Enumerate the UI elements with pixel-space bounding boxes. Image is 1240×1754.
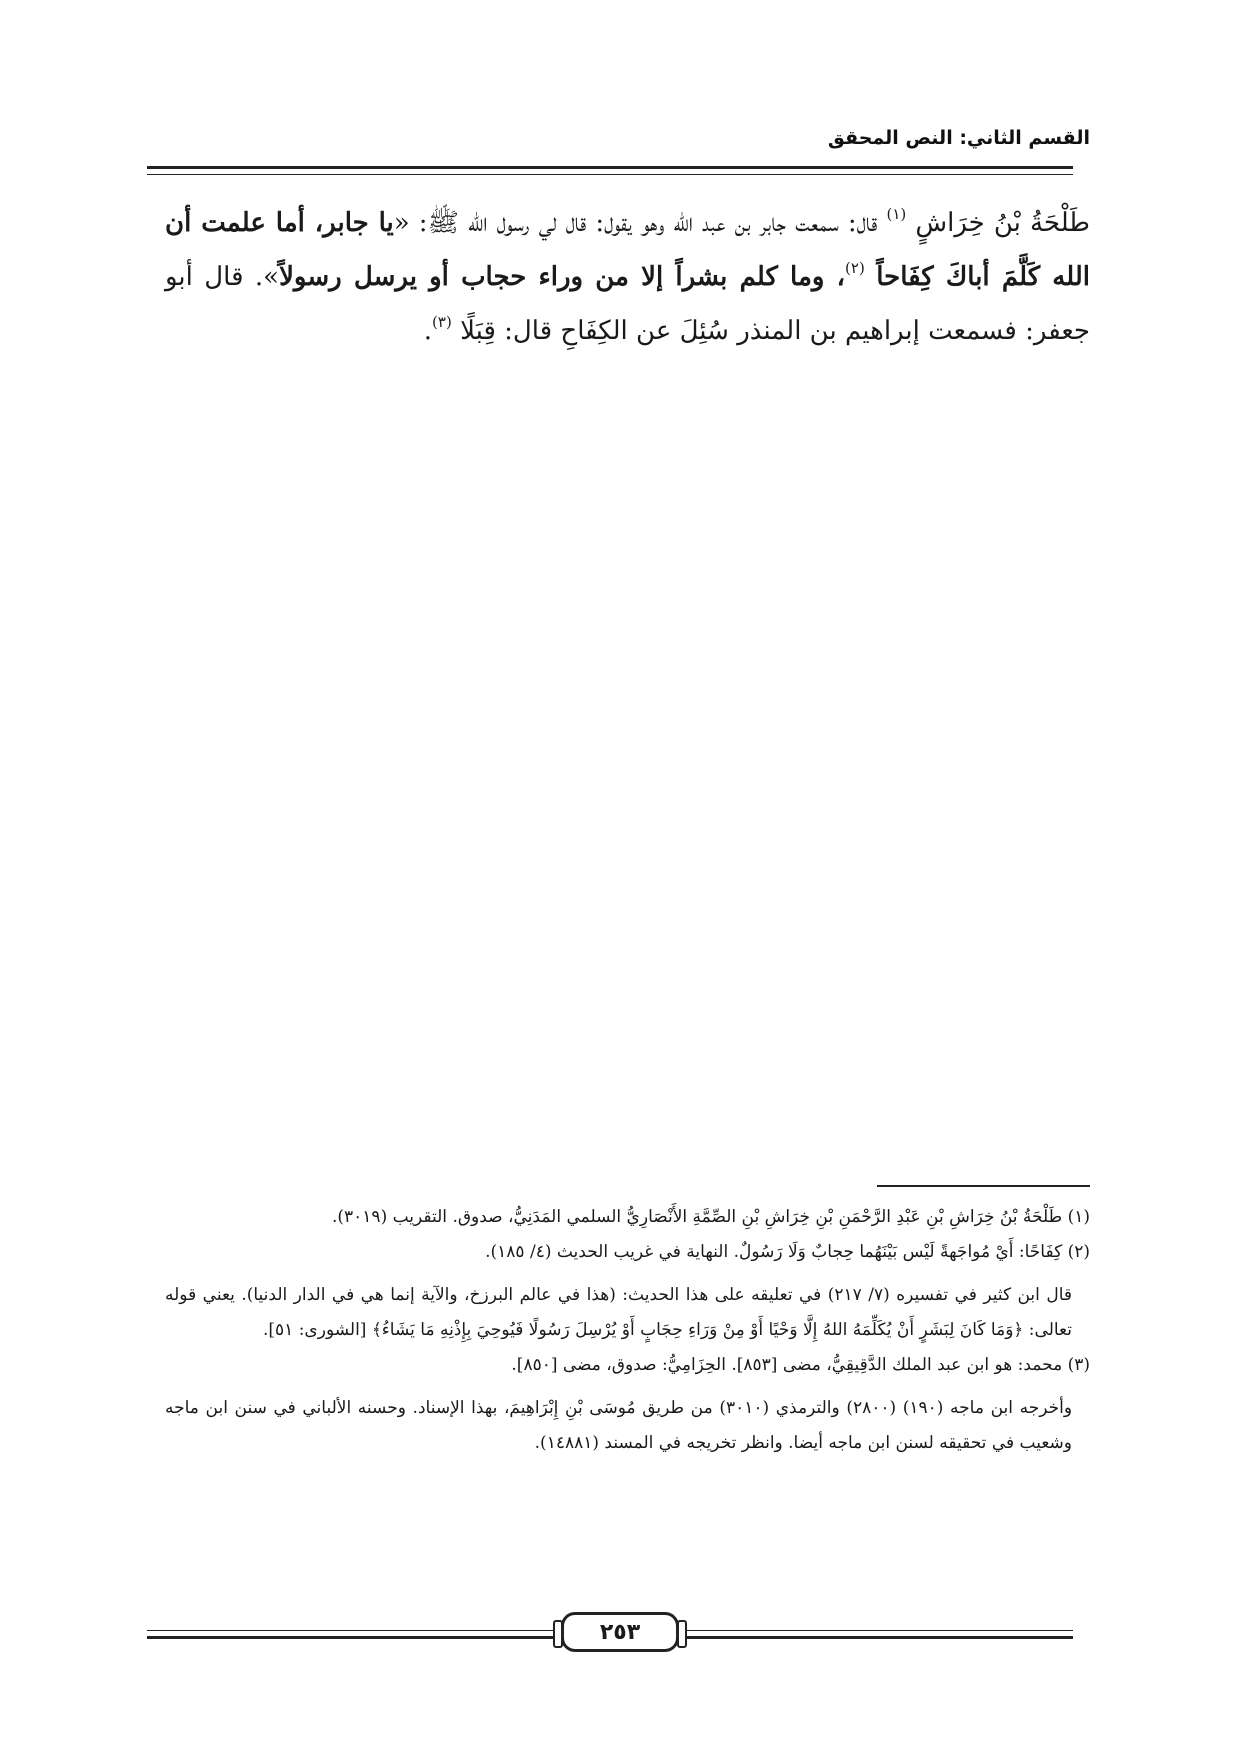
hadith-text: يا جابر، أما علمت أن الله كَلَّمَ أباكَ كِفَاحاً: [165, 208, 1091, 292]
main-text-segment: .: [423, 316, 433, 346]
footnote-2-comment: قال ابن كثير في تفسيره (٧/ ٢١٧) في تعليقه على هذا الحديث: (هذا في عالم البرزخ، والآية إنما هي في الدار الدنيا). يعني قوله تعالى: ﴿وَمَا كَانَ لِبَشَرٍ أَنْ يُكَلِّمَهُ اللهُ إِلَّا وَحْيًا أَوْ مِنْ وَرَاءِ حِجَابٍ أَوْ يُرْسِلَ رَسُولًا فَيُوحِيَ بِإِذْنِهِ مَا يَشَاءُ﴾ [الشورى: ٥١].: [165, 1285, 1072, 1340]
footnote-2: (٢) كِفَاحًا: أَيْ مُواجَهةً لَيْس بَيْنَهُما حِجابٌ وَلَا رَسُولٌ. النهاية في غريب الحديث (٤/ ١٨٥).: [485, 1242, 1090, 1262]
footnote-ref-2[interactable]: (٢): [845, 259, 865, 277]
main-text-segment: طَلْحَةُ بْنُ خِرَاشٍ: [915, 208, 1091, 238]
footnote-3-comment: وأخرجه ابن ماجه (١٩٠) (٢٨٠٠) والترمذي (٣٠١٠) من طريق مُوسَى بْنِ إِبْرَاهِيمَ، بهذا الإسناد. وحسنه الألباني في سنن ابن ماجه وشعيب في تحقيقه لسنن ابن ماجه أيضا. وانظر تخريجه في المسند (١٤٨٨١).: [165, 1398, 1073, 1453]
main-text-segment: قال: سمعت جابر بن عبد الله وهو يقول: قال لي رسول الله ﷺ: «: [393, 208, 887, 238]
footnote-3: (٣) محمد: هو ابن عبد الملك الدَّقِيقِيُّ، مضى [٨٥٣]. الحِزَامِيُّ: صدوق، مضى [٨٥٠].: [511, 1355, 1090, 1375]
footnote-ref-3[interactable]: (٣): [432, 313, 452, 331]
footnote-ref-1[interactable]: (١): [886, 205, 907, 223]
footnote-1: (١) طَلْحَةُ بْنُ خِرَاشِ بْنِ عَبْدِ الرَّحْمَنِ بْنِ خِرَاشِ بْنِ الصِّمَّةِ الأَنْصَارِيُّ السلمي المَدَنِيُّ، صدوق. التقريب (٣٠١٩).: [331, 1207, 1090, 1227]
main-text: [165, 196, 1090, 358]
footnote-separator: [877, 1185, 1090, 1187]
page-number-frame: [561, 1612, 679, 1652]
running-header: القسم الثاني: النص المحقق: [827, 127, 1090, 149]
footnotes: [165, 1200, 1090, 1461]
main-text-segment: ». قال أبو جعفر: فسمعت إبراهيم بن المنذر سُئِلَ عن الكِفَاحِ قال: قِبَلًا: [165, 262, 1090, 346]
page-number: ٢٥٣: [599, 1619, 641, 1645]
hadith-text: ، وما كلم بشراً إلا من وراء حجاب أو يرسل رسولاً: [279, 262, 846, 292]
header-rule: [147, 166, 1073, 175]
